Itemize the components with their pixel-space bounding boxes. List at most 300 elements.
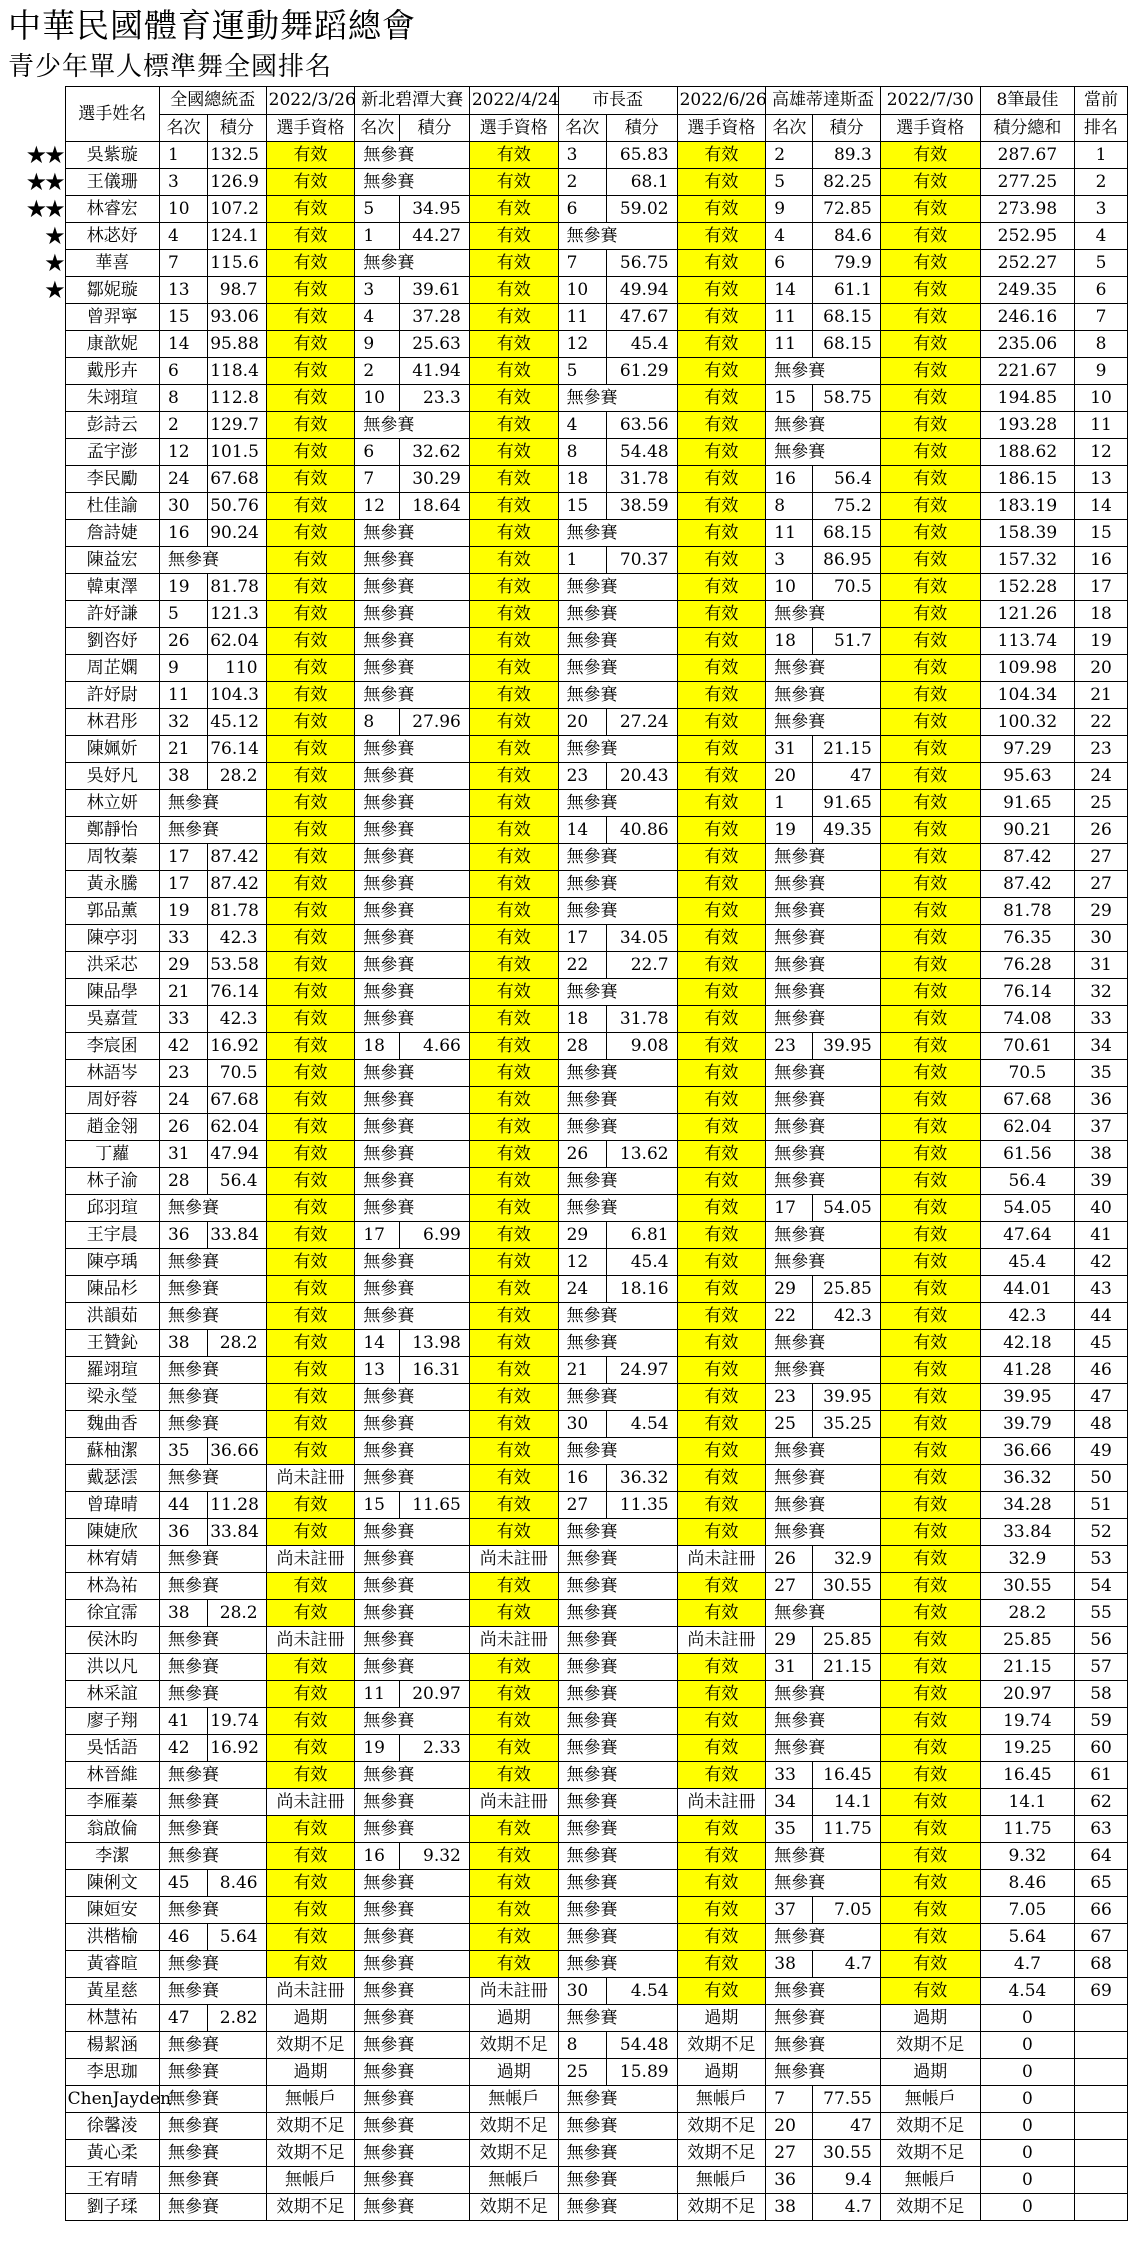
status-cell: 有效	[880, 601, 980, 628]
status-cell: 有效	[677, 574, 766, 601]
status-cell: 有效	[677, 520, 766, 547]
place-cell: 無參賽	[159, 1627, 266, 1654]
status-cell: 效期不足	[677, 2140, 766, 2167]
place-cell: 7	[558, 250, 606, 277]
star-rating	[0, 709, 65, 736]
total-cell: 16.45	[980, 1762, 1074, 1789]
table-row	[0, 1978, 1128, 2005]
table-row	[0, 169, 1128, 196]
place-cell: 無參賽	[355, 736, 470, 763]
points-cell: 45.4	[606, 1249, 677, 1276]
place-cell: 無參賽	[159, 1951, 266, 1978]
status-cell: 有效	[469, 709, 558, 736]
table-row	[0, 1816, 1128, 1843]
status-cell: 有效	[469, 223, 558, 250]
status-cell: 有效	[266, 1114, 355, 1141]
status-cell: 有效	[677, 1924, 766, 1951]
table-row	[0, 1951, 1128, 1978]
place-cell: 29	[766, 1276, 813, 1303]
rank-cell: 69	[1075, 1978, 1128, 2005]
place-cell: 1	[558, 547, 606, 574]
status-cell: 有效	[880, 1222, 980, 1249]
place-cell: 無參賽	[558, 2005, 677, 2032]
place-cell: 10	[558, 277, 606, 304]
rank-cell: 49	[1075, 1438, 1128, 1465]
place-cell: 無參賽	[355, 628, 470, 655]
player-name: 戴瑟澐	[65, 1465, 159, 1492]
place-cell: 22	[766, 1303, 813, 1330]
status-cell: 有效	[677, 1087, 766, 1114]
place-cell: 26	[159, 1114, 207, 1141]
header-place: 名次	[159, 115, 207, 142]
points-cell: 4.7	[813, 2194, 880, 2221]
points-cell: 6.81	[606, 1222, 677, 1249]
rank-cell: 8	[1075, 331, 1128, 358]
place-cell: 無參賽	[558, 1600, 677, 1627]
points-cell: 93.06	[208, 304, 266, 331]
place-cell: 無參賽	[558, 736, 677, 763]
points-cell: 68.15	[813, 520, 880, 547]
place-cell: 無參賽	[766, 1735, 881, 1762]
status-cell: 有效	[266, 1924, 355, 1951]
status-cell: 有效	[677, 1141, 766, 1168]
status-cell: 有效	[266, 1951, 355, 1978]
place-cell: 無參賽	[766, 601, 881, 628]
status-cell: 有效	[677, 871, 766, 898]
status-cell: 有效	[469, 493, 558, 520]
status-cell: 效期不足	[266, 2032, 355, 2059]
total-cell: 91.65	[980, 790, 1074, 817]
points-cell: 68.15	[813, 331, 880, 358]
status-cell: 有效	[880, 520, 980, 547]
place-cell: 無參賽	[558, 844, 677, 871]
table-row	[0, 1060, 1128, 1087]
player-name: 洪以凡	[65, 1654, 159, 1681]
place-cell: 24	[159, 1087, 207, 1114]
status-cell: 有效	[677, 1276, 766, 1303]
points-cell: 4.66	[400, 1033, 470, 1060]
points-cell: 4.7	[813, 1951, 880, 1978]
status-cell: 有效	[880, 736, 980, 763]
place-cell: 10	[159, 196, 207, 223]
player-name: 李雁蓁	[65, 1789, 159, 1816]
place-cell: 33	[159, 925, 207, 952]
total-cell: 76.14	[980, 979, 1074, 1006]
points-cell: 8.46	[208, 1870, 266, 1897]
points-cell: 37.28	[400, 304, 470, 331]
status-cell: 有效	[677, 223, 766, 250]
rank-cell	[1075, 2194, 1128, 2221]
star-rating	[0, 1897, 65, 1924]
star-rating	[0, 1465, 65, 1492]
status-cell: 有效	[469, 1168, 558, 1195]
status-cell: 有效	[677, 1438, 766, 1465]
player-name: 朱翊瑄	[65, 385, 159, 412]
place-cell: 無參賽	[159, 1897, 266, 1924]
place-cell: 19	[159, 898, 207, 925]
place-cell: 無參賽	[766, 1519, 881, 1546]
player-name: 劉咨妤	[65, 628, 159, 655]
place-cell: 無參賽	[159, 1303, 266, 1330]
status-cell: 有效	[677, 763, 766, 790]
total-cell: 235.06	[980, 331, 1074, 358]
place-cell: 8	[558, 439, 606, 466]
place-cell: 24	[558, 1276, 606, 1303]
status-cell: 有效	[266, 655, 355, 682]
status-cell: 有效	[266, 1060, 355, 1087]
place-cell: 16	[355, 1843, 400, 1870]
player-name: 黃永騰	[65, 871, 159, 898]
points-cell: 16.45	[813, 1762, 880, 1789]
rank-cell: 39	[1075, 1168, 1128, 1195]
place-cell: 無參賽	[766, 1870, 881, 1897]
star-column-header	[0, 87, 65, 115]
place-cell: 無參賽	[159, 1843, 266, 1870]
player-name: 許妤尉	[65, 682, 159, 709]
table-row	[0, 574, 1128, 601]
table-row	[0, 2113, 1128, 2140]
place-cell: 無參賽	[355, 547, 470, 574]
table-row	[0, 1519, 1128, 1546]
place-cell: 14	[355, 1330, 400, 1357]
place-cell: 無參賽	[558, 1330, 677, 1357]
table-row	[0, 1411, 1128, 1438]
place-cell: 36	[159, 1519, 207, 1546]
total-cell: 14.1	[980, 1789, 1074, 1816]
place-cell: 無參賽	[558, 1303, 677, 1330]
total-cell: 188.62	[980, 439, 1074, 466]
place-cell: 18	[558, 466, 606, 493]
rank-cell: 1	[1075, 142, 1128, 169]
points-cell: 32.9	[813, 1546, 880, 1573]
player-name: 詹詩婕	[65, 520, 159, 547]
status-cell: 有效	[677, 844, 766, 871]
status-cell: 過期	[677, 2005, 766, 2032]
status-cell: 有效	[677, 1411, 766, 1438]
star-rating: ★★	[25, 195, 63, 223]
status-cell: 有效	[677, 1384, 766, 1411]
place-cell: 無參賽	[558, 1546, 677, 1573]
place-cell: 無參賽	[558, 1195, 677, 1222]
place-cell: 42	[159, 1735, 207, 1762]
table-row	[0, 2059, 1128, 2086]
status-cell: 有效	[677, 1222, 766, 1249]
status-cell: 有效	[469, 331, 558, 358]
status-cell: 有效	[266, 250, 355, 277]
rank-cell: 54	[1075, 1573, 1128, 1600]
place-cell: 35	[766, 1816, 813, 1843]
place-cell: 3	[766, 547, 813, 574]
place-cell: 無參賽	[766, 2032, 881, 2059]
status-cell: 效期不足	[677, 2032, 766, 2059]
place-cell: 無參賽	[766, 1222, 881, 1249]
points-cell: 34.05	[606, 925, 677, 952]
status-cell: 有效	[880, 1114, 980, 1141]
place-cell: 無參賽	[355, 2194, 470, 2221]
star-rating	[0, 304, 65, 331]
status-cell: 有效	[469, 1492, 558, 1519]
points-cell: 56.4	[208, 1168, 266, 1195]
status-cell: 有效	[266, 844, 355, 871]
status-cell: 有效	[880, 682, 980, 709]
status-cell: 有效	[266, 979, 355, 1006]
place-cell: 無參賽	[558, 871, 677, 898]
place-cell: 無參賽	[355, 1168, 470, 1195]
star-rating	[0, 1384, 65, 1411]
status-cell: 有效	[266, 1438, 355, 1465]
place-cell: 無參賽	[159, 790, 266, 817]
points-cell: 49.35	[813, 817, 880, 844]
rank-cell: 30	[1075, 925, 1128, 952]
points-cell: 47.94	[208, 1141, 266, 1168]
rank-cell: 25	[1075, 790, 1128, 817]
place-cell: 無參賽	[159, 1978, 266, 2005]
status-cell: 有效	[677, 898, 766, 925]
total-cell: 273.98	[980, 196, 1074, 223]
place-cell: 27	[766, 1573, 813, 1600]
place-cell: 26	[558, 1141, 606, 1168]
status-cell: 有效	[469, 1735, 558, 1762]
rank-cell: 16	[1075, 547, 1128, 574]
place-cell: 31	[766, 736, 813, 763]
place-cell: 無參賽	[355, 601, 470, 628]
total-cell: 0	[980, 2059, 1074, 2086]
status-cell: 有效	[677, 250, 766, 277]
place-cell: 無參賽	[766, 1330, 881, 1357]
rank-cell: 53	[1075, 1546, 1128, 1573]
status-cell: 有效	[266, 1654, 355, 1681]
status-cell: 有效	[880, 709, 980, 736]
status-cell: 無帳戶	[469, 2167, 558, 2194]
points-cell: 110	[208, 655, 266, 682]
total-cell: 70.5	[980, 1060, 1074, 1087]
status-cell: 有效	[469, 547, 558, 574]
rank-cell: 4	[1075, 223, 1128, 250]
place-cell: 26	[159, 628, 207, 655]
place-cell: 12	[558, 1249, 606, 1276]
place-cell: 無參賽	[558, 1924, 677, 1951]
status-cell: 有效	[266, 304, 355, 331]
header-date-3: 2022/6/26	[677, 87, 766, 115]
total-cell: 41.28	[980, 1357, 1074, 1384]
total-cell: 113.74	[980, 628, 1074, 655]
status-cell: 有效	[469, 1438, 558, 1465]
star-rating	[0, 628, 65, 655]
points-cell: 9.08	[606, 1033, 677, 1060]
header-comp-kaohsiung: 高雄蒂達斯盃	[766, 87, 881, 115]
points-cell: 76.14	[208, 736, 266, 763]
place-cell: 無參賽	[558, 1654, 677, 1681]
points-cell: 72.85	[813, 196, 880, 223]
points-cell: 16.31	[400, 1357, 470, 1384]
place-cell: 33	[766, 1762, 813, 1789]
place-cell: 36	[159, 1222, 207, 1249]
status-cell: 有效	[469, 1006, 558, 1033]
place-cell: 11	[355, 1681, 400, 1708]
total-cell: 81.78	[980, 898, 1074, 925]
place-cell: 無參賽	[159, 1411, 266, 1438]
points-cell: 36.32	[606, 1465, 677, 1492]
status-cell: 有效	[677, 1870, 766, 1897]
player-name: 彭詩云	[65, 412, 159, 439]
status-cell: 有效	[266, 871, 355, 898]
points-cell: 89.3	[813, 142, 880, 169]
player-name: 孟宇澎	[65, 439, 159, 466]
status-cell: 過期	[880, 2005, 980, 2032]
status-cell: 有效	[266, 1276, 355, 1303]
status-cell: 尚未註冊	[469, 1978, 558, 2005]
place-cell: 5	[355, 196, 400, 223]
star-rating	[0, 1816, 65, 1843]
points-cell: 68.15	[813, 304, 880, 331]
points-cell: 54.48	[606, 439, 677, 466]
status-cell: 有效	[880, 1573, 980, 1600]
player-name: 吳妤凡	[65, 763, 159, 790]
player-name: 林晉維	[65, 1762, 159, 1789]
status-cell: 有效	[677, 547, 766, 574]
star-rating	[0, 979, 65, 1006]
table-row	[0, 1438, 1128, 1465]
rank-cell: 66	[1075, 1897, 1128, 1924]
points-cell: 47	[813, 2113, 880, 2140]
place-cell: 無參賽	[766, 655, 881, 682]
place-cell: 18	[766, 628, 813, 655]
status-cell: 有效	[677, 439, 766, 466]
place-cell: 11	[766, 331, 813, 358]
points-cell: 61.1	[813, 277, 880, 304]
player-name: 林君彤	[65, 709, 159, 736]
status-cell: 有效	[469, 1033, 558, 1060]
table-row	[0, 2140, 1128, 2167]
place-cell: 42	[159, 1033, 207, 1060]
total-cell: 36.32	[980, 1465, 1074, 1492]
place-cell: 20	[766, 763, 813, 790]
player-name: 林立妍	[65, 790, 159, 817]
place-cell: 9	[355, 331, 400, 358]
place-cell: 無參賽	[766, 1114, 881, 1141]
header-points: 積分	[400, 115, 470, 142]
place-cell: 無參賽	[558, 2167, 677, 2194]
place-cell: 31	[766, 1654, 813, 1681]
status-cell: 有效	[266, 1141, 355, 1168]
rank-cell: 61	[1075, 1762, 1128, 1789]
rank-cell: 58	[1075, 1681, 1128, 1708]
place-cell: 16	[766, 466, 813, 493]
place-cell: 6	[558, 196, 606, 223]
star-rating: ★	[44, 249, 63, 277]
status-cell: 有效	[880, 1735, 980, 1762]
rank-cell: 38	[1075, 1141, 1128, 1168]
star-rating	[0, 1573, 65, 1600]
place-cell: 12	[355, 493, 400, 520]
place-cell: 19	[766, 817, 813, 844]
place-cell: 無參賽	[766, 2005, 881, 2032]
place-cell: 11	[766, 304, 813, 331]
player-name: 洪楷榆	[65, 1924, 159, 1951]
points-cell: 51.7	[813, 628, 880, 655]
star-rating	[0, 520, 65, 547]
points-cell: 42.3	[208, 1006, 266, 1033]
place-cell: 無參賽	[355, 1789, 470, 1816]
table-row	[0, 196, 1128, 223]
place-cell: 45	[159, 1870, 207, 1897]
total-cell: 20.97	[980, 1681, 1074, 1708]
place-cell: 無參賽	[766, 709, 881, 736]
place-cell: 無參賽	[558, 1168, 677, 1195]
place-cell: 無參賽	[558, 790, 677, 817]
points-cell: 129.7	[208, 412, 266, 439]
status-cell: 有效	[266, 736, 355, 763]
place-cell: 36	[766, 2167, 813, 2194]
place-cell: 14	[159, 331, 207, 358]
status-cell: 有效	[677, 1816, 766, 1843]
header-place: 名次	[558, 115, 606, 142]
player-name: ChenJayden	[65, 2086, 159, 2113]
rank-cell: 33	[1075, 1006, 1128, 1033]
status-cell: 有效	[677, 1573, 766, 1600]
points-cell: 61.29	[606, 358, 677, 385]
points-cell: 40.86	[606, 817, 677, 844]
points-cell: 39.95	[813, 1033, 880, 1060]
status-cell: 有效	[880, 1330, 980, 1357]
status-cell: 有效	[469, 385, 558, 412]
star-rating	[0, 1762, 65, 1789]
status-cell: 有效	[469, 763, 558, 790]
place-cell: 47	[159, 2005, 207, 2032]
total-cell: 158.39	[980, 520, 1074, 547]
place-cell: 無參賽	[766, 412, 881, 439]
star-rating	[0, 2086, 65, 2113]
status-cell: 有效	[677, 142, 766, 169]
star-rating	[0, 601, 65, 628]
status-cell: 效期不足	[266, 2194, 355, 2221]
points-cell: 68.1	[606, 169, 677, 196]
status-cell: 有效	[469, 871, 558, 898]
table-row	[0, 1627, 1128, 1654]
status-cell: 無帳戶	[266, 2086, 355, 2113]
star-rating	[0, 1546, 65, 1573]
total-cell: 252.95	[980, 223, 1074, 250]
place-cell: 無參賽	[766, 1681, 881, 1708]
status-cell: 有效	[469, 1519, 558, 1546]
place-cell: 無參賽	[355, 763, 470, 790]
status-cell: 有效	[469, 1114, 558, 1141]
status-cell: 有效	[469, 817, 558, 844]
table-row	[0, 1654, 1128, 1681]
status-cell: 有效	[880, 1249, 980, 1276]
table-row	[0, 1276, 1128, 1303]
player-name: 吳嘉萱	[65, 1006, 159, 1033]
total-cell: 4.54	[980, 1978, 1074, 2005]
place-cell: 16	[558, 1465, 606, 1492]
player-name: 洪采芯	[65, 952, 159, 979]
status-cell: 有效	[266, 682, 355, 709]
status-cell: 有效	[469, 925, 558, 952]
points-cell: 81.78	[208, 574, 266, 601]
place-cell: 無參賽	[558, 1087, 677, 1114]
points-cell: 18.16	[606, 1276, 677, 1303]
status-cell: 尚未註冊	[266, 1627, 355, 1654]
points-cell: 25.85	[813, 1276, 880, 1303]
place-cell: 無參賽	[355, 520, 470, 547]
status-cell: 有效	[469, 1654, 558, 1681]
status-cell: 有效	[677, 790, 766, 817]
points-cell: 2.82	[208, 2005, 266, 2032]
place-cell: 無參賽	[766, 952, 881, 979]
points-cell: 35.25	[813, 1411, 880, 1438]
place-cell: 無參賽	[766, 1141, 881, 1168]
place-cell: 無參賽	[355, 1762, 470, 1789]
